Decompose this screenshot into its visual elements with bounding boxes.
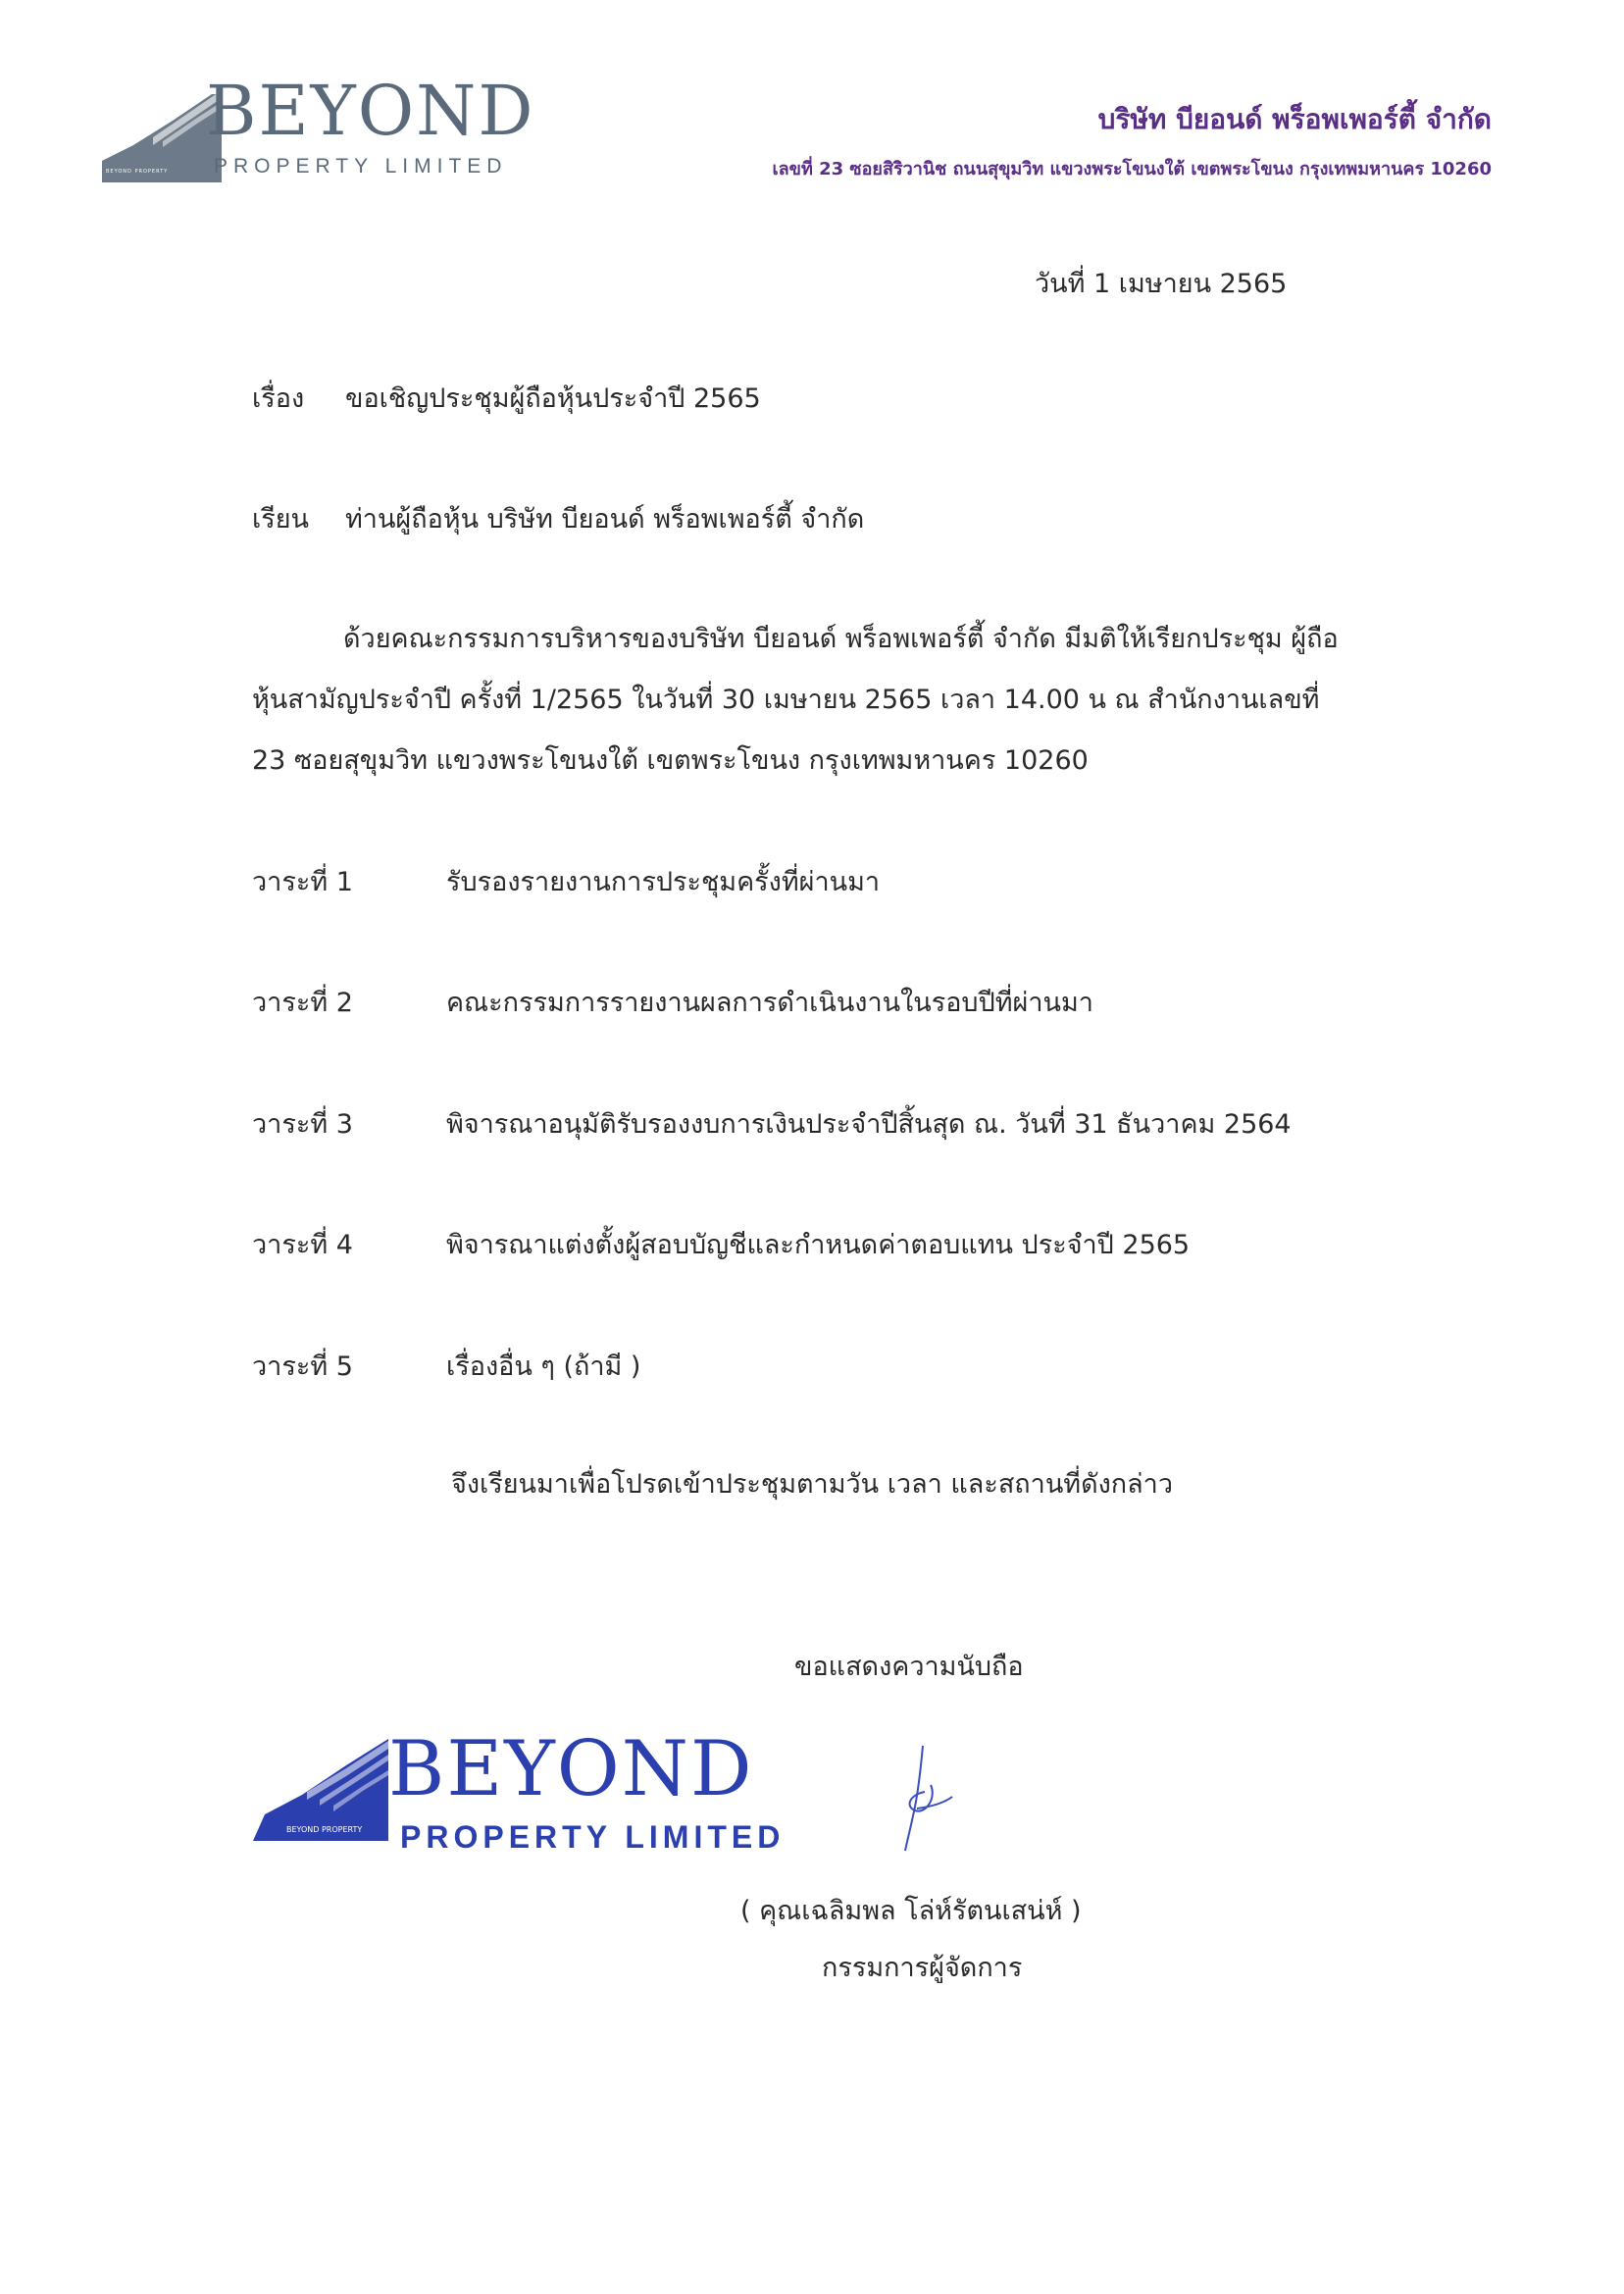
letter-date: วันที่ 1 เมษายน 2565 — [1035, 269, 1288, 299]
agenda-label-1: วาระที่ 1 — [252, 867, 353, 897]
agenda-text-3: พิจารณาอนุมัติรับรองงบการเงินประจำปีสิ้นสุด ณ. วันที่ 31 ธันวาคม 2564 — [446, 1109, 1292, 1140]
subject-text: ขอเชิญประชุมผู้ถือหุ้นประจำปี 2565 — [345, 383, 761, 414]
agenda-text-1: รับรองรายงานการประชุมครั้งที่ผ่านมา — [446, 867, 881, 897]
agenda-label-3: วาระที่ 3 — [252, 1109, 353, 1140]
agenda-text-4: พิจารณาแต่งตั้งผู้สอบบัญชีและกำหนดค่าตอบแทน ประจำปี 2565 — [446, 1230, 1191, 1260]
stamp-subtitle: PROPERTY LIMITED — [400, 1819, 786, 1855]
body-line-2: หุ้นสามัญประจำปี ครั้งที่ 1/2565 ในวันที่ 30 เมษายน 2565 เวลา 14.00 น ณ สำนักงานเลขที่ — [252, 685, 1320, 715]
body-line-1: ด้วยคณะกรรมการบริหารของบริษัท บียอนด์ พร็อพเพอร์ตี้ จำกัด มีมติให้เรียกประชุม ผู้ถือ — [343, 624, 1339, 654]
logo-wordmark: BEYOND — [206, 71, 535, 151]
stamp-wordmark: BEYOND — [388, 1725, 754, 1813]
stamp-small-text: BEYOND PROPERTY — [286, 1825, 363, 1834]
agenda-text-2: คณะกรรมการรายงานผลการดำเนินงานในรอบปีที่ผ่านมา — [446, 988, 1093, 1018]
body-line-3: 23 ซอยสุขุมวิท แขวงพระโขนงใต้ เขตพระโขนง กรุงเทพมหานคร 10260 — [252, 745, 1089, 776]
company-logo — [94, 71, 555, 192]
closing-line: จึงเรียนมาเพื่อโปรดเข้าประชุมตามวัน เวลา และสถานที่ดังกล่าว — [451, 1469, 1174, 1500]
company-stamp — [253, 1721, 802, 1868]
handwritten-signature — [897, 1738, 956, 1856]
agenda-label-2: วาระที่ 2 — [252, 988, 353, 1018]
agenda-label-4: วาระที่ 4 — [252, 1230, 353, 1260]
recipient-label: เรียน — [252, 504, 310, 535]
subject-label: เรื่อง — [252, 383, 305, 414]
agenda-label-5: วาระที่ 5 — [252, 1351, 353, 1382]
signer-title: กรรมการผู้จัดการ — [822, 1953, 1023, 1983]
logo-small-text: BEYOND PROPERTY — [106, 169, 169, 175]
regards: ขอแสดงความนับถือ — [794, 1652, 1024, 1682]
company-name: บริษัท บียอนด์ พร็อพเพอร์ตี้ จำกัด — [1097, 103, 1492, 135]
agenda-text-5: เรื่องอื่น ๆ (ถ้ามี ) — [446, 1351, 641, 1382]
recipient-text: ท่านผู้ถือหุ้น บริษัท บียอนด์ พร็อพเพอร์ตี้ จำกัด — [345, 504, 865, 535]
company-address: เลขที่ 23 ซอยสิริวานิช ถนนสุขุมวิท แขวงพระโขนงใต้ เขตพระโขนง กรุงเทพมหานคร 10260 — [772, 159, 1492, 179]
signer-name: ( คุณเฉลิมพล โล่ห์รัตนเสน่ห์ ) — [740, 1896, 1082, 1926]
logo-subtitle: PROPERTY LIMITED — [214, 155, 508, 178]
